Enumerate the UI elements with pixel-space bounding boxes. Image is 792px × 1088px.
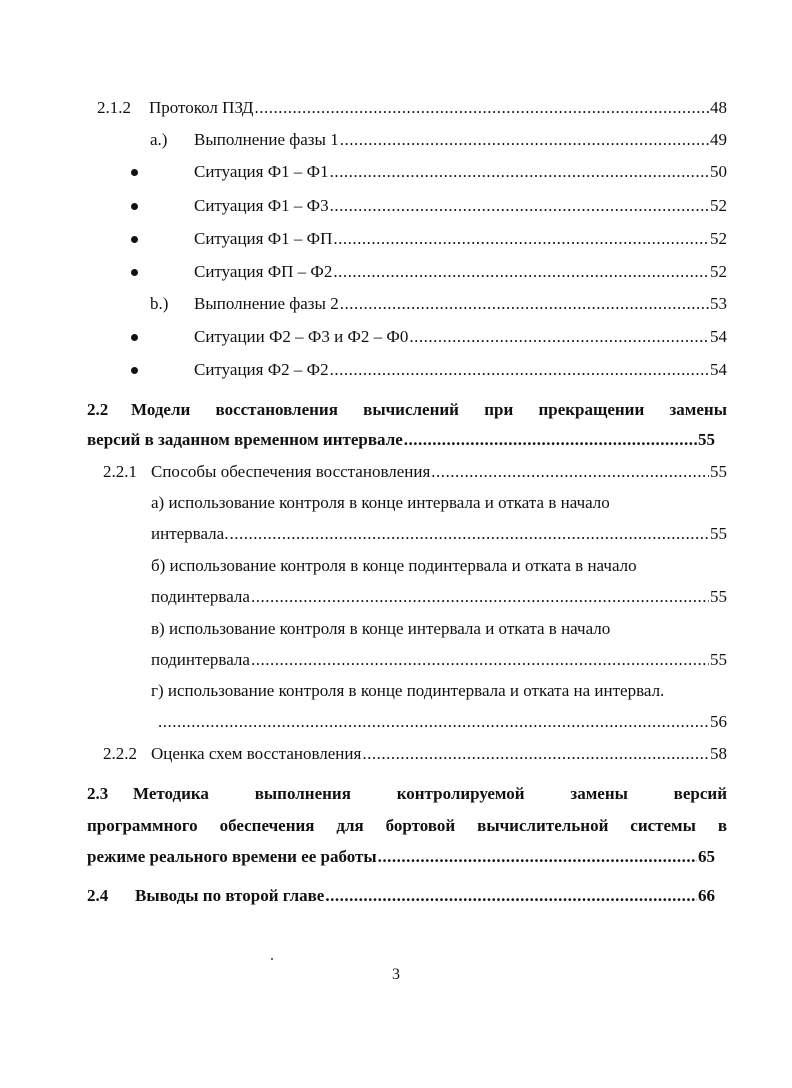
bullet-icon	[131, 203, 138, 210]
entry-title: Выполнение фазы 1	[194, 130, 339, 149]
toc-entry-2-1-2[interactable]	[97, 96, 727, 120]
entry-page: 55	[698, 430, 715, 449]
entry-title-line-2: подинтервала	[151, 587, 250, 606]
entry-page: 55	[710, 650, 727, 669]
entry-page: 55	[710, 587, 727, 606]
toc-entry-phase-1[interactable]	[150, 128, 727, 152]
entry-page: 52	[710, 229, 727, 248]
entry-page: 48	[710, 98, 727, 117]
leader-dots	[431, 460, 709, 484]
toc-entry-2-2-2[interactable]	[103, 742, 727, 766]
toc-entry-2-2[interactable]	[87, 398, 727, 422]
entry-number: 2.2	[87, 400, 109, 419]
entry-page: 53	[710, 294, 727, 313]
entry-title: Ситуация Ф2 – Ф2	[194, 360, 329, 379]
entry-page: 49	[710, 130, 727, 149]
toc-method-b[interactable]	[151, 585, 727, 609]
bullet-icon	[131, 169, 138, 176]
toc-entry-situation-f1-fp[interactable]	[194, 227, 727, 251]
entry-page: 54	[710, 327, 727, 346]
entry-page: 54	[710, 360, 727, 379]
toc-method-d-line-1: г) использование контроля в конце подинтервала и отката на интервал.	[151, 681, 665, 700]
toc-entry-situation-f2-f2[interactable]	[194, 358, 727, 382]
entry-title-line-2: интервала.	[151, 524, 229, 543]
entry-title: Ситуации Ф2 – Ф3 и Ф2 – Ф0	[194, 327, 409, 346]
entry-title: Ситуация Ф1 – Ф1	[194, 162, 329, 181]
leader-dots	[340, 128, 709, 152]
toc-entry-phase-2[interactable]	[150, 292, 727, 316]
leader-dots	[158, 710, 709, 734]
leader-dots	[409, 325, 709, 349]
leader-dots	[340, 292, 709, 316]
toc-method-a[interactable]	[151, 522, 727, 546]
entry-page: 66	[698, 886, 715, 905]
toc-entry-2-3-cont[interactable]	[87, 845, 715, 869]
toc-entry-2-3[interactable]	[87, 782, 727, 806]
leader-dots	[362, 742, 709, 766]
leader-dots	[251, 585, 709, 609]
bullet-icon	[131, 236, 138, 243]
entry-marker: b.)	[150, 294, 169, 313]
entry-title-line-1: Модели восстановления вычислений при прекращении замены	[131, 400, 727, 419]
leader-dots	[251, 648, 709, 672]
toc-entry-2-4[interactable]	[87, 884, 715, 908]
leader-dots	[333, 227, 709, 251]
entry-number: 2.2.2	[103, 744, 137, 763]
entry-number: 2.3	[87, 784, 109, 803]
toc-method-b-line-1: б) использование контроля в конце подинтервала и отката в начало	[151, 556, 637, 575]
toc-method-c-line-1: в) использование контроля в конце интервала и отката в начало	[151, 619, 611, 638]
leader-dots	[330, 358, 709, 382]
toc-method-c[interactable]	[151, 648, 727, 672]
entry-page: 56	[710, 712, 727, 731]
entry-number: 2.4	[87, 886, 109, 905]
toc-entry-2-3-line-2	[87, 814, 727, 838]
entry-marker: a.)	[150, 130, 168, 149]
page-number: 3	[392, 966, 400, 983]
toc-entry-situations-f2[interactable]	[194, 325, 727, 349]
entry-title: Выводы по второй главе	[135, 886, 325, 905]
toc-entry-2-2-1[interactable]	[103, 460, 727, 484]
toc-entry-situation-f1-f3[interactable]	[194, 194, 727, 218]
leader-dots	[378, 845, 697, 869]
leader-dots	[404, 428, 697, 452]
leader-dots	[325, 884, 697, 908]
entry-number: 2.2.1	[103, 462, 137, 481]
entry-title: Протокол ПЗД	[149, 98, 254, 117]
entry-title: Ситуация Ф1 – ФП	[194, 229, 333, 248]
leader-dots	[229, 522, 709, 546]
scan-speck	[271, 958, 273, 960]
entry-page: 58	[710, 744, 727, 763]
entry-title-line-1: Методика выполнения контролируемой замены версий	[133, 784, 727, 803]
entry-title: Ситуация Ф1 – Ф3	[194, 196, 329, 215]
entry-title: Оценка схем восстановления	[151, 744, 362, 763]
entry-page: 50	[710, 162, 727, 181]
entry-title: Способы обеспечения восстановления	[151, 462, 431, 481]
entry-page: 52	[710, 262, 727, 281]
toc-entry-situation-f1-f1[interactable]	[194, 160, 727, 184]
toc-method-a-line-1: а) использование контроля в конце интервала и отката в начало	[151, 493, 610, 512]
leader-dots	[330, 194, 709, 218]
entry-page: 55	[710, 462, 727, 481]
leader-dots	[255, 96, 709, 120]
bullet-icon	[131, 367, 138, 374]
entry-page: 52	[710, 196, 727, 215]
toc-entry-situation-fp-f2[interactable]	[194, 260, 727, 284]
toc-entry-2-2-cont[interactable]	[87, 428, 715, 452]
entry-title-line-2: подинтервала	[151, 650, 250, 669]
entry-number: 2.1.2	[97, 98, 131, 117]
leader-dots	[330, 160, 709, 184]
bullet-icon	[131, 269, 138, 276]
entry-title-line-2: версий в заданном временном интервале	[87, 430, 403, 449]
bullet-icon	[131, 334, 138, 341]
entry-page: 65	[698, 847, 715, 866]
toc-method-d[interactable]	[157, 710, 727, 734]
entry-title: Выполнение фазы 2	[194, 294, 339, 313]
entry-title-line-2: программного обеспечения для бортовой вычислительной системы в	[87, 816, 727, 835]
entry-title: Ситуация ФП – Ф2	[194, 262, 333, 281]
leader-dots	[333, 260, 709, 284]
entry-title-line-3: режиме реального времени ее работы	[87, 847, 377, 866]
entry-page: 55	[710, 524, 727, 543]
